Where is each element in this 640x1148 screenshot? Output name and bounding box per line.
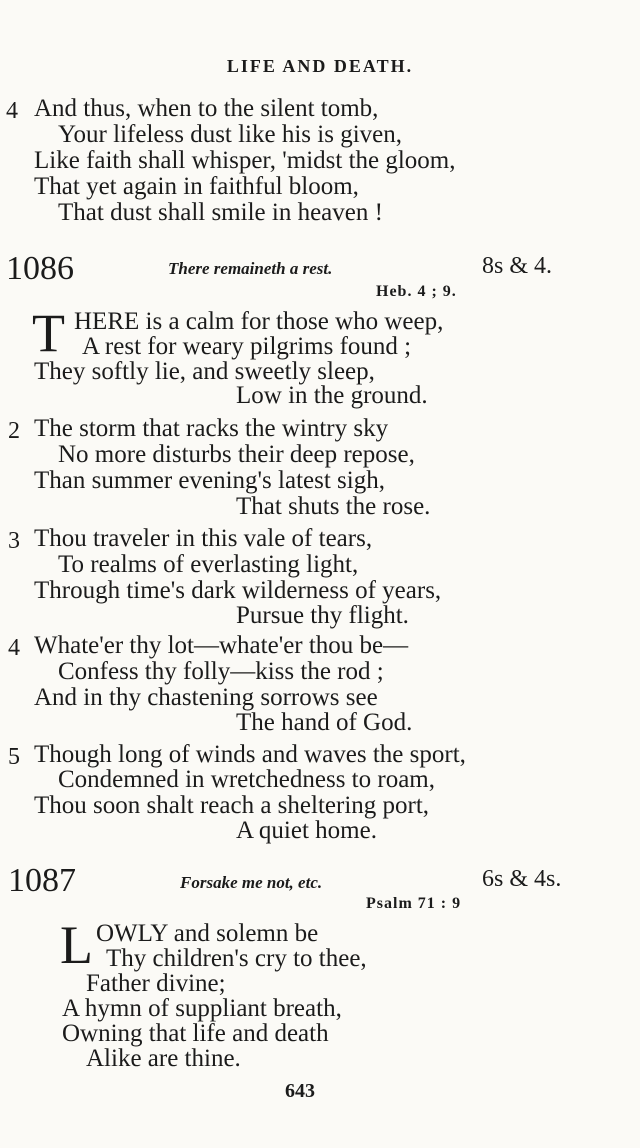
drop-cap: T [32,303,65,363]
scripture-reference: Heb. 4 ; 9. [376,283,457,300]
verse-line: No more disturbs their deep repose, [58,441,415,468]
verse-line: Whate'er thy lot—whate'er thou be— [34,632,409,659]
verse-line: OWLY and solemn be [96,920,319,947]
running-header: LIFE AND DEATH. [226,56,414,76]
verse-line: And in thy chastening sorrows see [34,684,378,711]
hymn-number: 1087 [8,862,76,899]
hymn-title: Forsake me not, etc. [180,873,323,892]
scripture-reference: Psalm 71 : 9 [366,895,462,912]
hymn-number: 1086 [6,250,74,287]
verse-line: Condemned in wretchedness to roam, [58,766,435,793]
verse-line: A quiet home. [236,817,377,844]
verse-line: Alike are thine. [86,1045,241,1072]
hymn-meter: 8s & 4. [482,253,553,279]
hymn-title: There remaineth a rest. [168,259,333,278]
verse-line: The hand of God. [236,709,413,736]
stanza-number: 5 [8,744,20,770]
verse-line: That shuts the rose. [236,493,431,520]
verse-line: Thou traveler in this vale of tears, [34,525,373,552]
verse-line: They softly lie, and sweetly sleep, [34,358,375,385]
verse-line: Pursue thy flight. [236,602,409,629]
verse-line: HERE is a calm for those who weep, [74,308,444,335]
verse-line: That yet again in faithful bloom, [34,173,359,200]
drop-cap: L [60,915,93,975]
verse-line: Thou soon shalt reach a sheltering port, [34,792,430,819]
verse-line: Though long of winds and waves the sport, [34,741,466,768]
verse-line: Your lifeless dust like his is given, [58,121,402,148]
verse-line: Owning that life and death [62,1020,329,1047]
verse-line: And thus, when to the silent tomb, [34,95,379,122]
verse-line: To realms of everlasting light, [58,551,359,578]
stanza-number: 4 [8,635,20,661]
verse-line: Low in the ground. [236,382,428,409]
verse-line: A hymn of suppliant breath, [62,995,342,1022]
verse-line: Thy children's cry to thee, [106,945,367,972]
verse-line: Than summer evening's latest sigh, [34,467,385,494]
verse-line: A rest for weary pilgrims found ; [82,333,412,360]
verse-line: That dust shall smile in heaven ! [58,199,383,226]
verse-line: Father divine; [86,970,226,997]
verse-line: Confess thy folly—kiss the rod ; [58,658,384,685]
hymn-meter: 6s & 4s. [482,866,562,892]
stanza-number: 3 [8,528,20,554]
verse-line: The storm that racks the wintry sky [34,415,389,442]
stanza-number: 2 [8,418,20,444]
verse-line: Like faith shall whisper, 'midst the gloom, [34,147,456,174]
page-number: 643 [285,1080,315,1102]
verse-line: Through time's dark wilderness of years, [34,577,442,604]
stanza-number: 4 [6,98,18,124]
